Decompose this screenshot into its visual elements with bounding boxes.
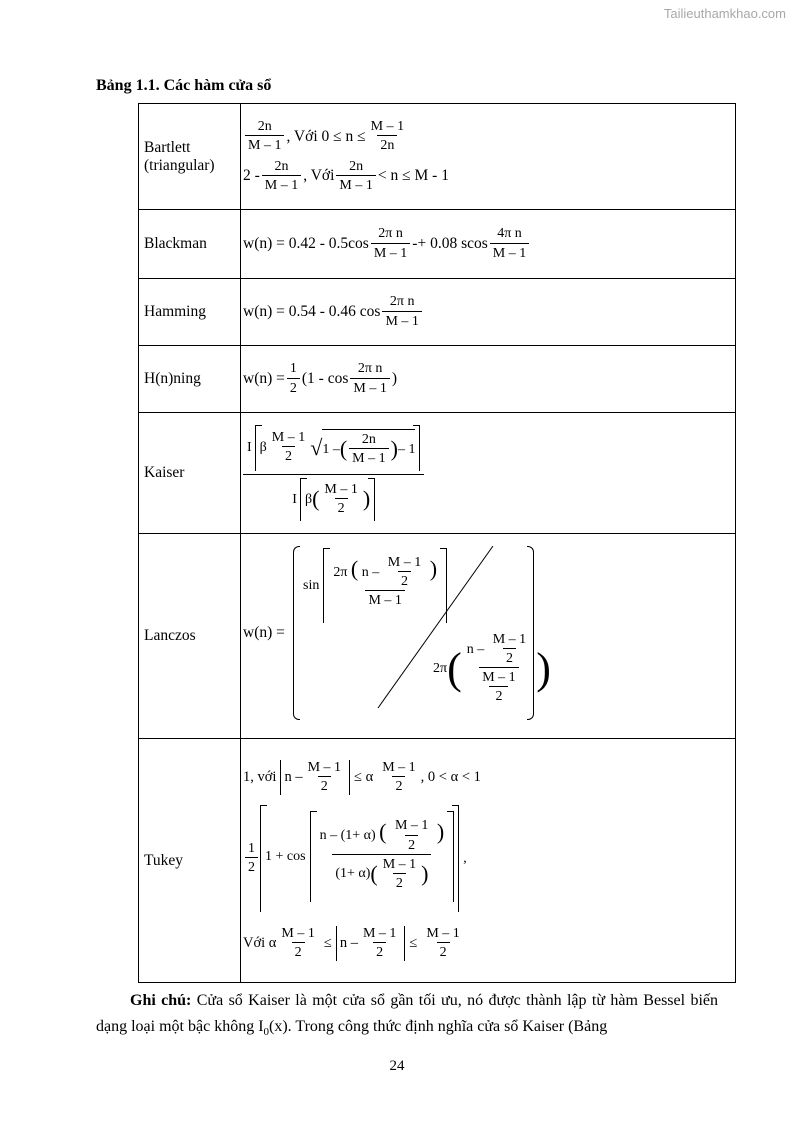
bracket-group xyxy=(310,811,455,902)
numerator: M – 1 xyxy=(492,632,527,647)
formula-text: n – xyxy=(466,641,485,657)
denominator: 2 xyxy=(437,942,450,961)
paren-icon: ) xyxy=(421,860,429,886)
numerator: 2n xyxy=(349,158,364,174)
formula-text: ≤ xyxy=(409,935,418,952)
sqrt-icon: √ xyxy=(310,434,323,460)
formula-text: 1 + cos xyxy=(265,848,306,864)
table-row xyxy=(139,104,736,210)
paren-icon: ( xyxy=(447,643,462,693)
formula-text: (1 - cos xyxy=(301,370,349,388)
formula-text: ) xyxy=(391,370,398,388)
formula-text: n – xyxy=(339,935,358,952)
formula-text: w(n) = xyxy=(243,624,285,641)
formula-text: n – (1+ α) xyxy=(319,828,376,844)
numerator: 4π n xyxy=(497,226,522,242)
numerator: M – 1 xyxy=(362,925,397,941)
paren-icon: ( xyxy=(370,860,378,886)
table-row xyxy=(139,739,736,983)
paren-icon: ( xyxy=(339,436,348,461)
window-name: Lanczos xyxy=(139,534,241,739)
formula-text: 2π xyxy=(333,565,348,580)
numerator: M – 1 xyxy=(370,119,405,135)
denominator: 2 xyxy=(282,446,295,465)
window-name: Tukey xyxy=(139,739,241,983)
formula-text: w(n) = 0.54 - 0.46 cos xyxy=(243,303,381,321)
formula-text: < n ≤ M - 1 xyxy=(377,167,449,185)
denominator: M – 1 xyxy=(365,590,404,609)
formula-text: w(n) = xyxy=(243,370,285,388)
window-formula xyxy=(241,279,736,346)
numerator: M – 1 xyxy=(324,482,358,497)
denominator: 2 xyxy=(503,648,516,667)
formula-text: , Với 0 ≤ n ≤ xyxy=(286,128,366,146)
formula-text: , xyxy=(463,850,467,866)
beta-symbol: β xyxy=(304,491,313,507)
denominator: M – 1 xyxy=(350,378,389,397)
formula-text: n – xyxy=(284,769,303,786)
formula-text: (1+ α) xyxy=(335,866,371,882)
note-label: Ghi chú: xyxy=(130,992,192,1009)
denominator: 2 xyxy=(373,942,386,961)
numerator: M – 1 xyxy=(387,555,422,571)
denominator: M – 1 xyxy=(371,243,410,262)
denominator: 2 xyxy=(287,378,300,397)
beta-symbol: β xyxy=(259,440,267,456)
numerator: M – 1 xyxy=(394,818,429,834)
bracket-group xyxy=(255,425,421,471)
note-text: Cửa sổ Kaiser là một cửa sổ gần tối ưu, nó được thành lập từ hàm Bessel biến dạng loại một bậc không I xyxy=(96,992,718,1035)
table-row xyxy=(139,346,736,413)
denominator: 2n xyxy=(377,135,397,154)
denominator: M – 1 xyxy=(262,175,301,194)
numerator: 2π n xyxy=(357,361,383,377)
numerator: M – 1 xyxy=(307,760,342,776)
bracket-group xyxy=(260,805,459,912)
paren-icon: ) xyxy=(436,819,445,845)
window-name: Blackman xyxy=(139,210,241,279)
abs-group xyxy=(280,760,350,795)
window-name: H(n)ning xyxy=(139,346,241,413)
formula-text: 1, với xyxy=(243,769,277,786)
denominator: M – 1 xyxy=(490,243,529,262)
formula-text: 2 - xyxy=(243,167,260,185)
bracket-group xyxy=(323,548,447,623)
formula-text: , 0 < α < 1 xyxy=(420,769,481,786)
window-formula xyxy=(241,739,736,983)
numerator: M – 1 xyxy=(382,856,417,872)
watermark: Tailieuthamkhao.com xyxy=(663,6,786,21)
window-name: Kaiser xyxy=(139,413,241,534)
bracket-group xyxy=(300,478,375,521)
denominator: 2 xyxy=(393,873,406,892)
left-brace-icon xyxy=(293,546,300,720)
formula-text: Với α xyxy=(243,935,277,952)
formula-text: , Với xyxy=(303,167,335,185)
page-number: 24 xyxy=(389,1058,405,1074)
window-name: Bartlett (triangular) xyxy=(139,104,241,210)
window-formula xyxy=(241,210,736,279)
numerator: 2π n xyxy=(389,294,415,310)
denominator: 2 xyxy=(489,686,508,705)
numerator: M – 1 xyxy=(482,670,516,686)
table-caption: Bảng 1.1. Các hàm cửa sổ xyxy=(96,77,272,94)
formula-text: ≤ α xyxy=(354,769,374,786)
sin-label: sin xyxy=(303,577,320,593)
denominator: M – 1 xyxy=(245,135,284,154)
numerator: 2π n xyxy=(378,226,403,242)
formula-text: -+ 0.08 scos xyxy=(412,235,488,253)
formula-text: ≤ xyxy=(323,935,332,952)
numerator: 2n xyxy=(274,158,289,174)
paren-icon: ) xyxy=(429,556,438,581)
window-formula xyxy=(241,413,736,534)
paren-icon: ( xyxy=(312,486,320,512)
paren-icon: ) xyxy=(362,486,371,512)
note-subscript: 0 xyxy=(263,1026,270,1039)
window-name: Hamming xyxy=(139,279,241,346)
formula-text: – 1 xyxy=(397,441,416,457)
numerator: 1 xyxy=(289,361,297,377)
denominator: 2 xyxy=(405,835,418,854)
numerator: M – 1 xyxy=(281,925,315,941)
window-formula xyxy=(241,534,736,739)
table-row xyxy=(139,534,736,739)
formula-text: 1 – xyxy=(322,441,340,457)
note-paragraph xyxy=(96,988,718,1045)
bessel-i: I xyxy=(247,440,252,456)
numerator: 2n xyxy=(361,431,376,447)
formula-text: 2π xyxy=(433,660,448,676)
window-formula xyxy=(241,104,736,210)
numerator: M – 1 xyxy=(426,925,460,941)
window-formula xyxy=(241,346,736,413)
window-functions-table xyxy=(138,103,736,983)
denominator: 2 xyxy=(292,942,305,961)
denominator: 2 xyxy=(335,498,348,517)
numerator: M – 1 xyxy=(271,430,306,446)
formula-text: n – xyxy=(361,565,380,580)
paren-icon: ( xyxy=(379,819,387,845)
bessel-i: I xyxy=(292,491,297,507)
denominator: M – 1 xyxy=(336,175,375,194)
paren-icon: ) xyxy=(536,643,551,693)
table-row xyxy=(139,279,736,346)
paren-icon: ) xyxy=(390,436,398,461)
numerator: 1 xyxy=(248,840,255,856)
denominator: 2 xyxy=(398,571,411,590)
table-row xyxy=(139,210,736,279)
paren-icon: ( xyxy=(350,556,359,581)
denominator: 2 xyxy=(392,776,405,795)
note-text: (x). Trong công thức định nghĩa cửa sổ Kaiser (Bảng xyxy=(269,1018,608,1035)
denominator: 2 xyxy=(245,857,258,876)
table-row xyxy=(139,413,736,534)
denominator: M – 1 xyxy=(382,311,421,330)
denominator: 2 xyxy=(318,776,331,795)
formula-text: w(n) = 0.42 - 0.5cos xyxy=(243,235,369,253)
denominator: M – 1 xyxy=(349,448,388,467)
abs-group xyxy=(336,926,406,961)
numerator: M – 1 xyxy=(382,760,416,776)
numerator: 2n xyxy=(257,119,272,135)
